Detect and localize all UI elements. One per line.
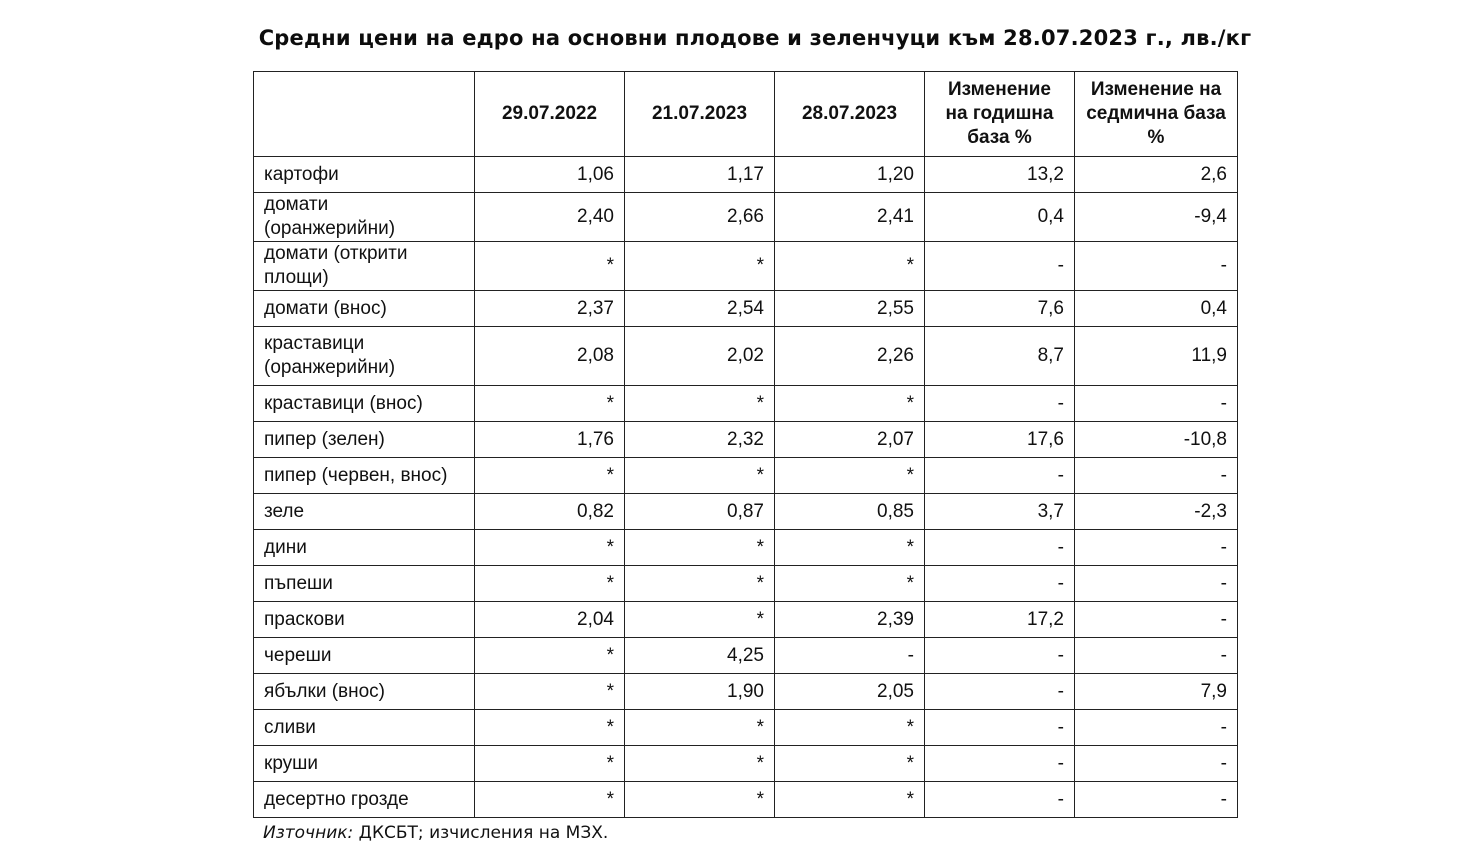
product-name-cell: домати (оранжерийни) — [254, 193, 475, 242]
header-product — [254, 72, 475, 157]
price-current-cell: * — [775, 242, 925, 291]
product-name-cell: пъпеши — [254, 566, 475, 602]
table-row — [254, 674, 1238, 710]
product-name-cell: краставици (внос) — [254, 386, 475, 422]
source-text: ДКСБТ; изчисления на МЗХ. — [353, 823, 609, 843]
change-weekly-cell: - — [1075, 386, 1238, 422]
change-yearly-cell: - — [925, 638, 1075, 674]
price-2022-cell: * — [475, 638, 625, 674]
price-current-cell: * — [775, 782, 925, 818]
price-current-cell: 2,05 — [775, 674, 925, 710]
table-body — [254, 157, 1238, 818]
change-yearly-cell: - — [925, 458, 1075, 494]
price-current-cell: * — [775, 530, 925, 566]
price-prev-week-cell: 2,54 — [625, 291, 775, 327]
price-prev-week-cell: 2,32 — [625, 422, 775, 458]
price-2022-cell: * — [475, 458, 625, 494]
price-prev-week-cell: * — [625, 242, 775, 291]
price-2022-cell: 2,37 — [475, 291, 625, 327]
table-row — [254, 566, 1238, 602]
change-yearly-cell: - — [925, 566, 1075, 602]
change-yearly-cell: 17,2 — [925, 602, 1075, 638]
change-weekly-cell: - — [1075, 782, 1238, 818]
table-row — [254, 157, 1238, 193]
price-current-cell: 2,55 — [775, 291, 925, 327]
price-current-cell: 0,85 — [775, 494, 925, 530]
change-weekly-cell: 11,9 — [1075, 327, 1238, 386]
price-2022-cell: * — [475, 710, 625, 746]
product-name-cell: пипер (червен, внос) — [254, 458, 475, 494]
price-2022-cell: * — [475, 386, 625, 422]
price-2022-cell: * — [475, 746, 625, 782]
table-row — [254, 458, 1238, 494]
product-name-cell: пипер (зелен) — [254, 422, 475, 458]
price-2022-cell: 1,06 — [475, 157, 625, 193]
price-current-cell: 1,20 — [775, 157, 925, 193]
table-row — [254, 746, 1238, 782]
product-name-cell: череши — [254, 638, 475, 674]
source-label: Източник: — [263, 823, 354, 843]
change-weekly-cell: - — [1075, 242, 1238, 291]
price-2022-cell: 2,04 — [475, 602, 625, 638]
change-weekly-cell: -2,3 — [1075, 494, 1238, 530]
price-prev-week-cell: * — [625, 458, 775, 494]
price-prev-week-cell: 0,87 — [625, 494, 775, 530]
change-weekly-cell: - — [1075, 638, 1238, 674]
table-row — [254, 386, 1238, 422]
price-current-cell: - — [775, 638, 925, 674]
change-yearly-cell: 13,2 — [925, 157, 1075, 193]
price-prev-week-cell: * — [625, 566, 775, 602]
change-yearly-cell: - — [925, 530, 1075, 566]
change-yearly-cell: - — [925, 386, 1075, 422]
change-weekly-cell: - — [1075, 602, 1238, 638]
table-row — [254, 327, 1238, 386]
product-name-cell: краставици (оранжерийни) — [254, 327, 475, 386]
change-yearly-cell: - — [925, 710, 1075, 746]
product-name-cell: зеле — [254, 494, 475, 530]
change-yearly-cell: - — [925, 674, 1075, 710]
table-row — [254, 422, 1238, 458]
change-weekly-cell: -10,8 — [1075, 422, 1238, 458]
source-note — [263, 823, 608, 843]
price-2022-cell: * — [475, 674, 625, 710]
header-yearly-change: Изменение на годишна база % — [925, 72, 1075, 157]
table-row — [254, 494, 1238, 530]
table-row — [254, 193, 1238, 242]
table-row — [254, 710, 1238, 746]
change-weekly-cell: - — [1075, 530, 1238, 566]
change-weekly-cell: -9,4 — [1075, 193, 1238, 242]
product-name-cell: сливи — [254, 710, 475, 746]
change-weekly-cell: - — [1075, 710, 1238, 746]
price-prev-week-cell: 1,17 — [625, 157, 775, 193]
price-2022-cell: 1,76 — [475, 422, 625, 458]
price-2022-cell: 2,40 — [475, 193, 625, 242]
change-yearly-cell: - — [925, 746, 1075, 782]
product-name-cell: десертно грозде — [254, 782, 475, 818]
change-yearly-cell: 3,7 — [925, 494, 1075, 530]
change-weekly-cell: 7,9 — [1075, 674, 1238, 710]
price-current-cell: * — [775, 746, 925, 782]
change-weekly-cell: - — [1075, 458, 1238, 494]
header-row — [254, 72, 1238, 157]
price-prev-week-cell: 1,90 — [625, 674, 775, 710]
price-prev-week-cell: 4,25 — [625, 638, 775, 674]
product-name-cell: дини — [254, 530, 475, 566]
price-current-cell: * — [775, 458, 925, 494]
header-date-prev-week: 21.07.2023 — [625, 72, 775, 157]
price-prev-week-cell: * — [625, 530, 775, 566]
change-yearly-cell: - — [925, 242, 1075, 291]
header-weekly-change: Изменение на седмична база % — [1075, 72, 1238, 157]
price-current-cell: 2,39 — [775, 602, 925, 638]
price-prev-week-cell: * — [625, 602, 775, 638]
change-yearly-cell: - — [925, 782, 1075, 818]
price-prev-week-cell: * — [625, 710, 775, 746]
price-2022-cell: * — [475, 530, 625, 566]
price-prev-week-cell: * — [625, 386, 775, 422]
table-title: Средни цени на едро на основни плодове и зеленчуци към 28.07.2023 г., лв./кг — [258, 26, 1252, 50]
product-name-cell: праскови — [254, 602, 475, 638]
product-name-cell: домати (открити площи) — [254, 242, 475, 291]
price-2022-cell: * — [475, 782, 625, 818]
change-weekly-cell: 2,6 — [1075, 157, 1238, 193]
price-2022-cell: * — [475, 242, 625, 291]
product-name-cell: картофи — [254, 157, 475, 193]
price-prev-week-cell: * — [625, 746, 775, 782]
change-weekly-cell: - — [1075, 746, 1238, 782]
header-date-2022: 29.07.2022 — [475, 72, 625, 157]
header-date-current: 28.07.2023 — [775, 72, 925, 157]
price-table — [253, 71, 1238, 818]
price-current-cell: 2,07 — [775, 422, 925, 458]
price-prev-week-cell: 2,66 — [625, 193, 775, 242]
price-current-cell: * — [775, 386, 925, 422]
product-name-cell: домати (внос) — [254, 291, 475, 327]
change-weekly-cell: 0,4 — [1075, 291, 1238, 327]
product-name-cell: круши — [254, 746, 475, 782]
price-2022-cell: 0,82 — [475, 494, 625, 530]
table-row — [254, 602, 1238, 638]
table-row — [254, 530, 1238, 566]
table-row — [254, 638, 1238, 674]
change-weekly-cell: - — [1075, 566, 1238, 602]
price-current-cell: * — [775, 710, 925, 746]
price-prev-week-cell: * — [625, 782, 775, 818]
price-2022-cell: * — [475, 566, 625, 602]
table-row — [254, 782, 1238, 818]
price-prev-week-cell: 2,02 — [625, 327, 775, 386]
table-row — [254, 291, 1238, 327]
change-yearly-cell: 17,6 — [925, 422, 1075, 458]
change-yearly-cell: 8,7 — [925, 327, 1075, 386]
change-yearly-cell: 7,6 — [925, 291, 1075, 327]
price-current-cell: * — [775, 566, 925, 602]
product-name-cell: ябълки (внос) — [254, 674, 475, 710]
change-yearly-cell: 0,4 — [925, 193, 1075, 242]
table-row — [254, 242, 1238, 291]
price-2022-cell: 2,08 — [475, 327, 625, 386]
price-current-cell: 2,26 — [775, 327, 925, 386]
price-current-cell: 2,41 — [775, 193, 925, 242]
